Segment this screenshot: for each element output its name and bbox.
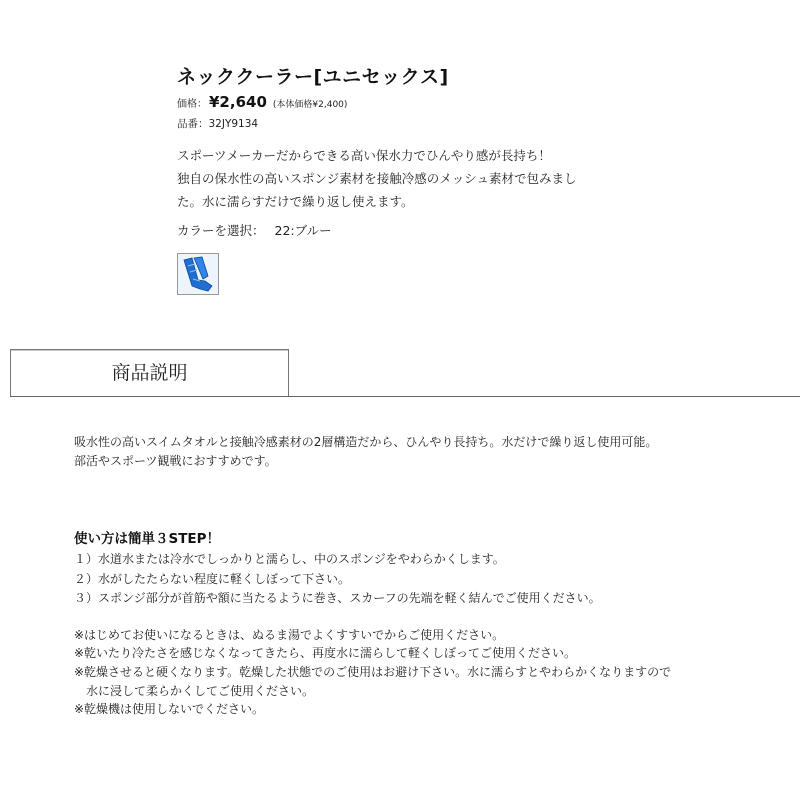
intro-line: 部活やスポーツ観戦におすすめです。 xyxy=(74,454,277,468)
note-3: ※乾燥させると硬くなります。乾燥した状態でのご使用はお避け下さい。水に濡らすとやわらかくなりますので xyxy=(74,665,672,679)
color-swatch-blue[interactable] xyxy=(177,253,219,295)
neck-cooler-thumbnail xyxy=(178,254,218,294)
sku-label: 品番： xyxy=(177,118,209,130)
step-1: １）水道水または冷水でしっかりと濡らし、中のスポンジをやわらかくします。 xyxy=(74,552,505,566)
step-2: ２）水がしたたらない程度に軽くしぼって下さい。 xyxy=(74,572,351,586)
note-4: ※乾燥機は使用しないでください。 xyxy=(74,702,265,716)
intro-line: 吸水性の高いスイムタオルと接触冷感素材の2層構造だから、ひんやり長持ち。水だけで繰り返し使用可能。 xyxy=(74,435,658,449)
product-description xyxy=(177,144,647,213)
detail-intro xyxy=(74,433,657,471)
selected-color: 22:ブルー xyxy=(274,223,332,238)
product-title: ネッククーラー[ユニセックス] xyxy=(177,66,449,88)
price-label: 価格： xyxy=(177,99,207,110)
price-row xyxy=(177,93,347,111)
steps-heading: 使い方は簡単３STEP！ xyxy=(74,531,221,547)
note-3-cont: 水に浸して柔らかくしてご使用ください。 xyxy=(74,684,315,698)
base-price: (本体価格¥2,400) xyxy=(272,100,348,110)
tab-product-description[interactable]: 商品説明 xyxy=(10,349,289,396)
tab-divider xyxy=(10,396,800,397)
description-line: スポーツメーカーだからできる高い保水力でひんやり感が長持ち！ xyxy=(177,148,551,163)
step-3: ３）スポンジ部分が首筋や額に当たるように巻き、スカーフの先端を軽く結んでご使用ください。 xyxy=(74,591,601,605)
description-line: 独自の保水性の高いスポンジ素材を接触冷感のメッシュ素材で包みまし xyxy=(177,171,577,186)
note-1: ※はじめてお使いになるときは、ぬるま湯でよくすすいでからご使用ください。 xyxy=(74,628,505,642)
color-selector-label xyxy=(177,221,332,239)
sku-value: 32JY9134 xyxy=(208,118,259,130)
sku-row xyxy=(177,116,258,131)
color-label: カラーを選択： xyxy=(177,223,265,238)
note-2: ※乾いたり冷たさを感じなくなってきたら、再度水に濡らして軽くしぼってご使用ください。 xyxy=(74,646,577,660)
description-line: た。水に濡らすだけで繰り返し使えます。 xyxy=(177,194,414,209)
price-value: ¥2,640 xyxy=(209,93,267,111)
